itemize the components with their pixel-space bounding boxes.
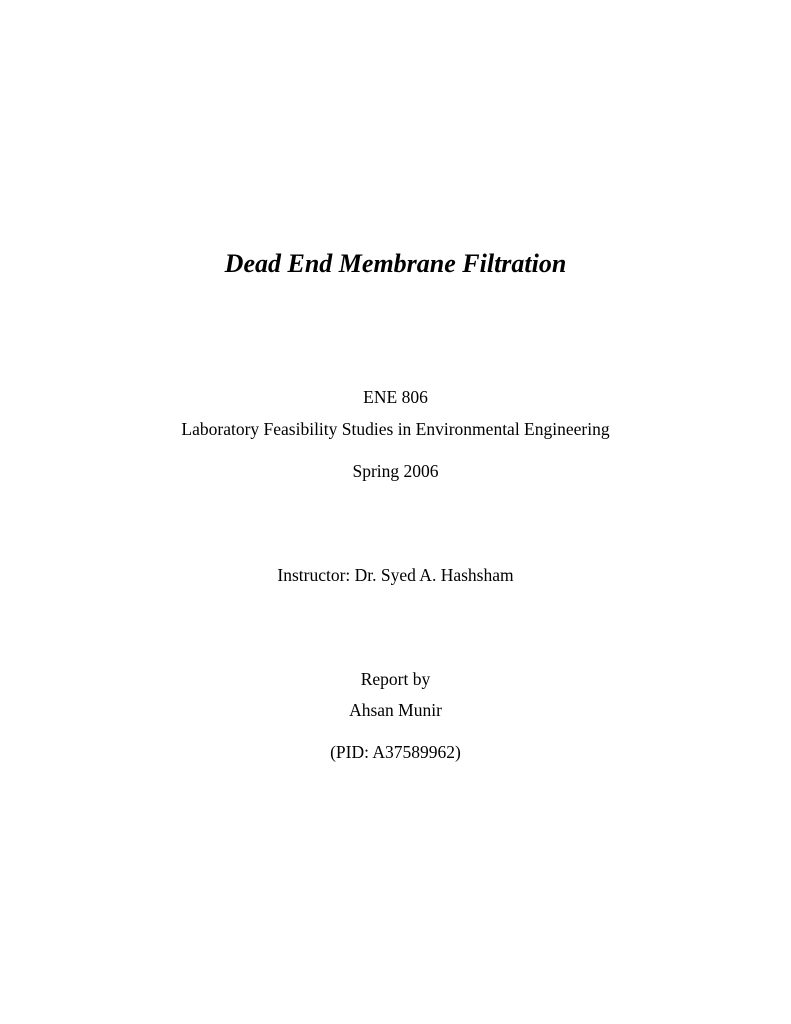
instructor: Instructor: Dr. Syed A. Hashsham xyxy=(277,565,514,585)
term: Spring 2006 xyxy=(352,461,439,481)
author-name: Ahsan Munir xyxy=(349,700,442,720)
author-pid: (PID: A37589962) xyxy=(330,742,461,762)
course-name: Laboratory Feasibility Studies in Environmental Engineering xyxy=(181,419,610,439)
report-title: Dead End Membrane Filtration xyxy=(224,249,567,278)
report-by-label: Report by xyxy=(360,669,431,689)
course-code: ENE 806 xyxy=(363,387,428,407)
